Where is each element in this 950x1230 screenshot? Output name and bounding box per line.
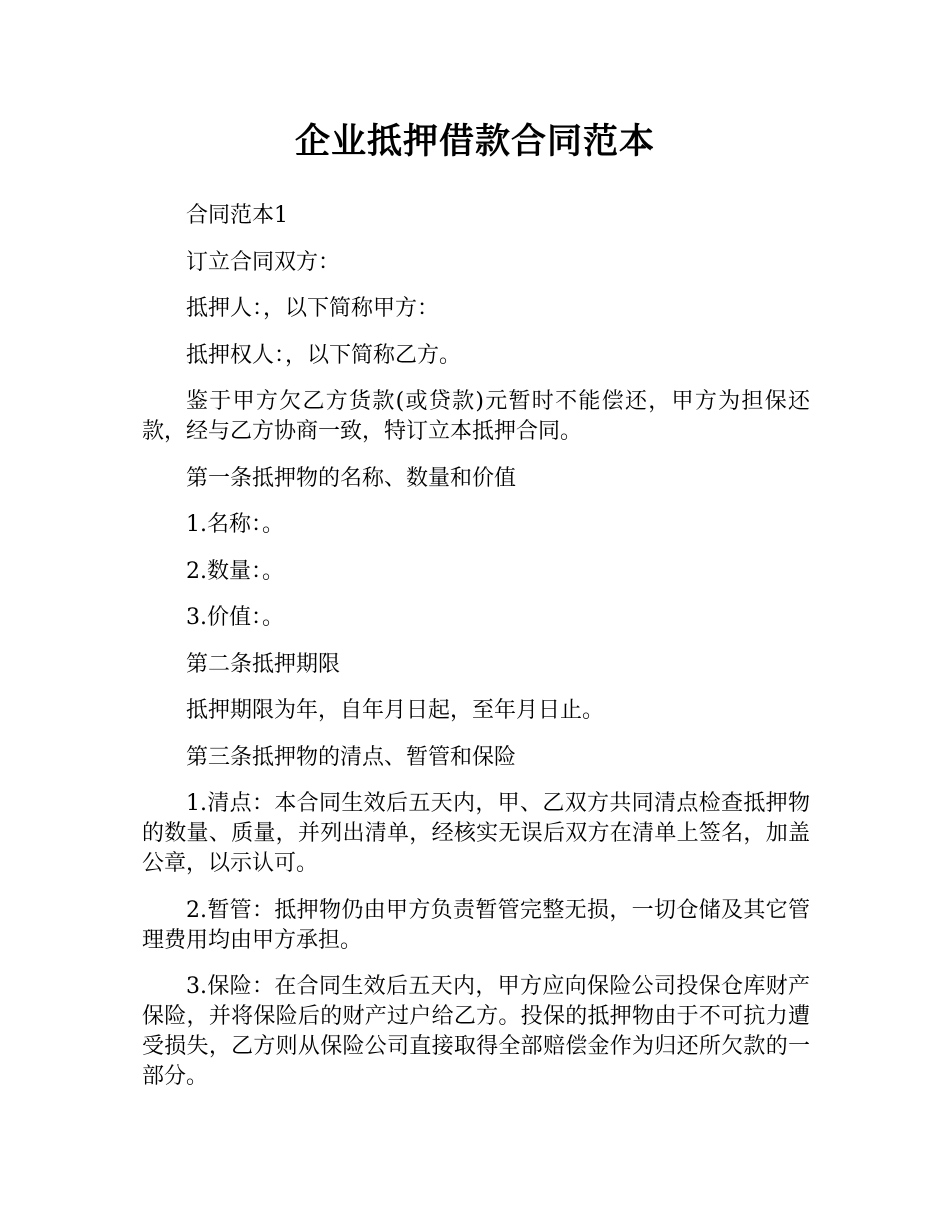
article-1-item-value: 3.价值：。 — [186, 605, 284, 630]
paragraph-contract-sample-label: 合同范本1 — [186, 203, 288, 228]
article-2-term: 抵押期限为年，自年月日起，至年月日止。 — [186, 698, 605, 723]
paragraph-mortgagee: 抵押权人：，以下简称乙方。 — [186, 342, 462, 368]
paragraph-mortgagor: 抵押人：，以下简称甲方： — [186, 296, 440, 321]
article-2-heading: 第二条抵押期限 — [186, 651, 341, 677]
article-1-item-quantity: 2.数量：。 — [186, 558, 284, 584]
article-3-item-inventory: 1.清点：本合同生效后五天内，甲、乙双方共同清点检查抵押物的数量、质量，并列出清单，经核实无误后双方在清单上签名，加盖公章，以示认可。 — [142, 791, 810, 876]
document-title: 企业抵押借款合同范本 — [294, 122, 655, 162]
paragraph-preamble: 鉴于甲方欠乙方货款(或贷款)元暂时不能偿还，甲方为担保还款，经与乙方协商一致，特订立本抵押合同。 — [142, 389, 810, 444]
article-3-item-insurance: 3.保险：在合同生效后五天内，甲方应向保险公司投保仓库财产保险，并将保险后的财产过户给乙方。投保的抵押物由于不可抗力遭受损失，乙方则从保险公司直接取得全部赔偿金作为归还所欠款的一部分。 — [142, 974, 810, 1089]
article-1-item-name: 1.名称：。 — [186, 512, 284, 537]
article-1-heading: 第一条抵押物的名称、数量和价值 — [186, 465, 517, 491]
paragraph-parties-heading: 订立合同双方： — [186, 249, 341, 275]
article-3-heading: 第三条抵押物的清点、暂管和保险 — [186, 744, 517, 770]
article-3-item-custody: 2.暂管：抵押物仍由甲方负责暂管完整无损，一切仓储及其它管理费用均由甲方承担。 — [142, 897, 810, 953]
document-body — [142, 201, 810, 1109]
